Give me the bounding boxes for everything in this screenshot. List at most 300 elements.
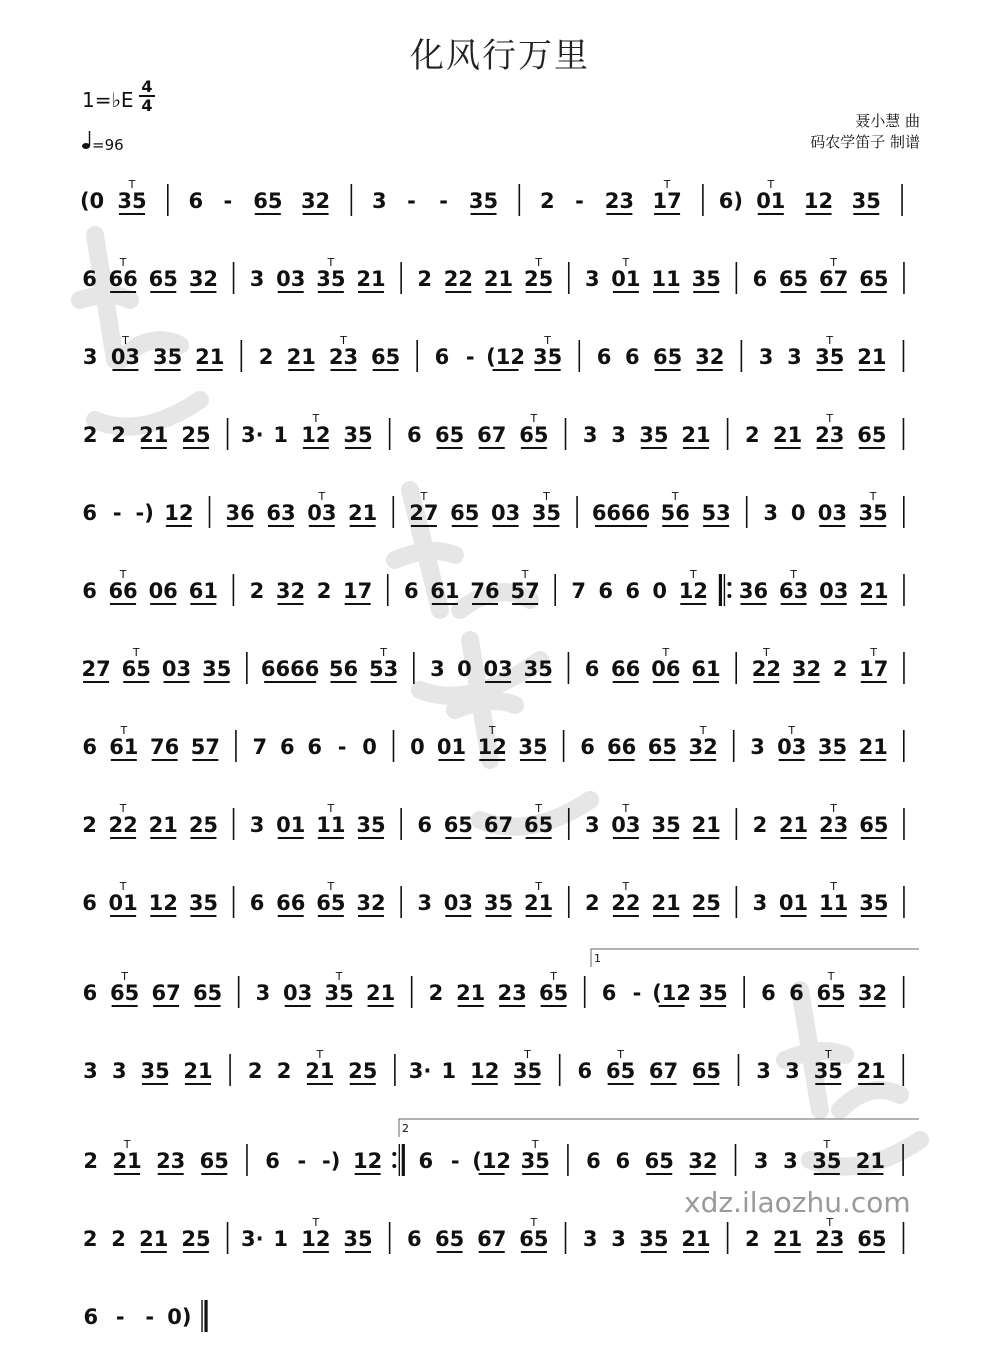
note-group: 35 [698,981,728,1005]
note-group: 03 [817,501,847,525]
note-group: 67 [477,1227,507,1251]
note-group: 2 [82,813,97,837]
ornament-mark: T [335,972,343,983]
note-group: 35 [531,501,562,525]
note-group: 2 [82,423,98,447]
note-group: 66 [611,657,641,681]
credits [810,111,920,153]
note-group: 6 [418,1149,434,1173]
note-group: 35 [815,345,845,369]
note-group: 01 [611,267,641,291]
note-group: 6 [82,981,98,1005]
note-group: - [632,981,642,1005]
note-group: 01 [276,813,306,837]
note-group: 32 [300,189,331,213]
note-group: 32 [188,267,219,291]
note-group: 21 [365,981,396,1005]
note-group: (12 [472,1149,512,1173]
note-group: 01 [108,891,138,915]
note-group: 35 [324,981,354,1005]
note-group: 65 [644,1149,674,1173]
watermark-url: xdz.ilaozhu.com [684,1186,911,1219]
note-group: 61 [691,657,721,681]
note-group: 12 [148,891,178,915]
note-group: - [297,1149,307,1173]
note-group: 35 [316,267,346,291]
ornament-mark: T [312,1218,320,1229]
time-signature-top: 4 [141,77,153,96]
note-group: 3 [582,423,598,447]
note-group: 0) [167,1305,192,1329]
note-group: 6 [82,735,98,759]
note-group: 22 [751,657,781,681]
score-line-8 [76,726,924,766]
ornament-mark: T [524,1050,531,1061]
score-line-12 [76,1050,924,1090]
ornament-mark: T [622,804,630,815]
note-group: 6 [580,735,595,759]
note-group: 57 [190,735,220,759]
note-group: 2 [540,189,555,213]
note-group: 76 [470,579,500,603]
repeat-dot [392,1152,396,1156]
note-group: 2 [832,657,848,681]
note-group: 21 [855,1149,886,1173]
note-group: 65 [121,657,151,681]
note-group: 3 [785,1059,800,1083]
ornament-mark: T [119,882,127,893]
note-group: 3 [787,345,802,369]
ornament-mark: T [535,804,543,815]
ornament-mark: T [788,726,796,737]
note-group: (12 [486,345,525,369]
note-group: 53 [701,501,731,525]
note-group: 01 [436,735,467,759]
note-group: 22 [611,891,641,915]
note-group: 25 [691,891,721,915]
note-group: 67 [483,813,514,837]
note-group: 57 [510,579,540,603]
note-group: -) [135,501,154,525]
ornament-mark: T [318,492,326,503]
note-group: 25 [348,1059,378,1083]
note-group: - [575,189,584,213]
note-group: 21 [139,1227,169,1251]
ornament-mark: T [870,648,878,659]
volta-line [399,1119,919,1137]
note-group: 25 [181,1227,211,1251]
ornament-mark: T [663,180,671,191]
note-group: - [223,189,233,213]
note-group: 65 [647,735,677,759]
note-group: 0 [652,579,668,603]
ornament-mark: T [826,414,834,425]
note-group: 21 [772,1227,803,1251]
note-group: 65 [816,981,846,1005]
note-group: 65 [653,345,683,369]
note-group: 2 [247,1059,263,1083]
note-group: 21 [305,1059,335,1083]
note-group: 3 [611,1227,626,1251]
note-group: 35 [523,657,553,681]
note-group: 32 [275,579,306,603]
note-group: 17 [343,579,373,603]
note-group: 6 [417,813,433,837]
note-group: 61 [430,579,460,603]
note-group: 6 [188,189,204,213]
ornament-mark: T [119,570,127,581]
note-group: 12 [678,579,708,603]
note-group: 6 [249,891,265,915]
note-group: 65 [691,1059,721,1083]
composer: 聂小慧 曲 [855,112,920,130]
note-group: 6 [82,891,97,915]
repeat-dot [727,594,731,598]
ornament-mark: T [420,492,428,503]
note-group: 0 [410,735,425,759]
note-group: 35 [817,735,848,759]
note-group: 21 [681,423,711,447]
note-group: 01 [756,189,786,213]
note-group: 17 [652,189,682,213]
note-group: 3· [240,423,264,447]
note-group: 65 [443,813,473,837]
note-group: 6 [279,735,295,759]
note-group: 6 [83,1305,99,1329]
note-group: 6 [625,579,641,603]
note-group: 3 [417,891,433,915]
note-group: 03 [307,501,337,525]
note-group: 23 [156,1149,186,1173]
note-group: 3 [756,1059,771,1083]
note-group: 01 [778,891,809,915]
ornament-mark: T [535,258,543,269]
note-group: 3 [582,1227,598,1251]
note-group: 6 [434,345,450,369]
note-group: - [439,189,448,213]
note-group: 35 [202,657,232,681]
note-group: 3 [783,1149,798,1173]
note-group: 21 [183,1059,213,1083]
note-group: 35 [651,813,681,837]
note-group: 1 [441,1059,457,1083]
ornament-mark: T [662,648,670,659]
note-group: 35 [858,501,888,525]
note-group: 6 [82,267,97,291]
note-group: - [112,501,122,525]
note-group: 1 [273,423,288,447]
note-group: 35 [520,1149,550,1173]
note-group: 27 [81,657,111,681]
note-group: 6666 [591,501,651,525]
ornament-mark: T [132,648,140,659]
score-title: 化风行万里 [410,36,590,76]
note-group: 21 [691,813,721,837]
note-group: 6 [789,981,804,1005]
note-group: 3 [752,891,768,915]
note-group: 32 [356,891,386,915]
note-group: 7 [252,735,268,759]
note-group: 2 [258,345,274,369]
ornament-mark: T [119,258,127,269]
note-group: 35 [639,423,669,447]
note-group: 6666 [260,657,320,681]
ornament-mark: T [830,882,838,893]
score-line-4 [76,414,924,454]
note-group: 2 [417,267,433,291]
note-group: 23 [819,813,849,837]
ornament-mark: T [380,648,388,659]
note-group: 3 [82,345,98,369]
note-group: 65 [192,981,223,1005]
note-group: 27 [409,501,439,525]
note-group: 3 [758,345,774,369]
note-group: 23 [328,345,359,369]
note-group: 6 [761,981,776,1005]
volta-line [591,949,919,967]
note-group: 35 [117,189,147,213]
note-group: 63 [779,579,809,603]
ornament-mark: T [543,492,550,503]
note-group: 2 [745,423,760,447]
note-group: 2 [111,1227,126,1251]
note-group: 35 [518,735,548,759]
note-group: 56 [660,501,690,525]
note-group: 6 [407,423,422,447]
note-group: 6 [265,1149,280,1173]
note-group: 76 [149,735,180,759]
note-group: 12 [164,501,194,525]
note-group: 11 [651,267,681,291]
transcriber: 码农学笛子 制谱 [810,133,920,151]
key-signature: 1=♭E [82,88,134,112]
note-group: 3· [240,1227,264,1251]
note-group: 6) [718,189,743,213]
ornament-mark: T [128,180,136,191]
note-group: 32 [857,981,888,1005]
note-group: 35 [140,1059,170,1083]
ornament-mark: T [327,258,335,269]
note-group: 21 [651,891,681,915]
note-group: 03 [276,267,306,291]
note-group: 6 [577,1059,593,1083]
note-group: 35 [851,189,881,213]
ornament-mark: T [622,882,630,893]
note-group: 65 [316,891,346,915]
note-group: 03 [611,813,641,837]
note-group: 65 [859,813,889,837]
note-group: - [465,345,475,369]
note-group: 66 [276,891,306,915]
note-group: 6 [403,579,419,603]
note-group: 21 [858,735,888,759]
note-group: 3 [763,501,778,525]
tempo-marking [82,130,124,154]
note-group: 6 [586,1149,601,1173]
note-group: 6 [596,345,612,369]
note-group: 56 [328,657,359,681]
note-group: 35 [152,345,183,369]
score-line-9 [76,804,924,844]
note-group: 11 [819,891,849,915]
note-group: 12 [803,189,834,213]
note-group: 67 [819,267,849,291]
volta-2 [398,1118,1000,1158]
ornament-mark: T [123,1140,131,1151]
note-group: 36 [738,579,769,603]
note-group: 6 [598,579,614,603]
note-group: 12 [353,1149,383,1173]
note-group: 35 [813,1059,843,1083]
note-group: 3 [585,813,600,837]
ornament-mark: T [119,804,127,815]
note-group: 6 [407,1227,422,1251]
note-group: 2 [428,981,444,1005]
repeat-dot [727,582,731,586]
note-group: 3 [585,267,600,291]
note-group: - [115,1305,125,1329]
note-group: 65 [199,1149,229,1173]
ornament-mark: T [824,1050,832,1061]
note-group: 65 [857,423,887,447]
note-group: 65 [110,981,140,1005]
note-group: 0 [457,657,472,681]
note-group: 65 [434,423,465,447]
note-group: 35 [343,423,373,447]
note-group: 21 [139,423,169,447]
note-group: 12 [301,1227,331,1251]
note-group: 65 [450,501,480,525]
note-group: 03 [283,981,313,1005]
score-line-14 [76,1218,924,1258]
note-group: 2 [745,1227,760,1251]
note-group: 65 [606,1059,636,1083]
note-group: 3 [249,267,265,291]
ornament-mark: T [312,414,320,425]
tempo-value: =96 [92,136,124,154]
ornament-mark: T [767,180,775,191]
ornament-mark: T [488,726,496,737]
note-group: 03 [443,891,473,915]
note-group: 6 [625,345,640,369]
note-group: 21 [772,423,803,447]
ornament-mark: T [826,336,834,347]
score-line-7 [76,648,924,688]
ornament-mark: T [622,258,630,269]
note-group: 22 [443,267,473,291]
note-group: 21 [483,267,514,291]
note-group: 35 [812,1149,842,1173]
note-group: (0 [79,189,105,213]
note-group: 65 [859,267,889,291]
note-group: 35 [691,267,721,291]
score-line-2 [76,258,924,298]
note-group: 23 [815,423,845,447]
note-group: 22 [108,813,138,837]
note-group: 0 [362,735,377,759]
note-group: 21 [348,501,378,525]
note-group: 23 [497,981,527,1005]
note-group: 3· [408,1059,432,1083]
note-group: -) [322,1149,341,1173]
ornament-mark: T [699,726,707,737]
score-line-5 [76,492,924,532]
note-group: 65 [148,267,178,291]
note-group: 35 [512,1059,543,1083]
note-group: 6 [584,657,600,681]
note-group: 21 [148,813,178,837]
ornament-mark: T [530,1218,538,1229]
ornament-mark: T [617,1050,625,1061]
score-line-10 [76,882,924,922]
note-group: 32 [688,1149,718,1173]
note-group: 3 [372,189,387,213]
ornament-mark: T [671,492,679,503]
note-group: 2 [276,1059,292,1083]
note-group: 21 [859,579,889,603]
note-group: 03 [777,735,807,759]
note-group: 21 [857,345,887,369]
note-group: 03 [483,657,513,681]
note-group: 21 [524,891,554,915]
note-group: 61 [188,579,218,603]
note-group: 23 [815,1227,845,1251]
note-group: 1 [273,1227,288,1251]
note-group: 3 [611,423,626,447]
note-group: 66 [108,267,138,291]
note-group: - [337,735,347,759]
note-group: 6 [82,501,98,525]
ornament-mark: T [121,972,129,983]
note-group: 06 [148,579,178,603]
note-group: 3 [83,1059,98,1083]
note-group: 03 [161,657,192,681]
note-group: 25 [188,813,219,837]
note-group: 65 [253,189,283,213]
note-group: 35 [343,1227,373,1251]
note-group: 65 [370,345,401,369]
note-group: 6 [752,267,768,291]
note-group: 17 [859,657,889,681]
note-group: 65 [524,813,554,837]
time-signature-bottom: 4 [141,96,153,115]
note-group: 67 [648,1059,679,1083]
volta-1 [590,948,1000,988]
note-group: 63 [266,501,296,525]
ornament-mark: T [689,570,697,581]
ornament-mark: T [830,258,838,269]
note-group: 3 [255,981,271,1005]
note-group: 35 [188,891,219,915]
note-group: 66 [606,735,637,759]
note-group: 21 [856,1059,886,1083]
ornament-mark: T [544,336,552,347]
note-group: 6 [615,1149,631,1173]
note-group: 32 [695,345,725,369]
score-line-1 [76,180,924,220]
ornament-mark: T [823,1140,831,1151]
note-group: 3 [750,735,765,759]
ornament-mark: T [521,570,529,581]
note-group: 3 [111,1059,127,1083]
ornament-mark: T [762,648,770,659]
ornament-mark: T [790,570,797,581]
note-group: 3 [430,657,445,681]
note-group: 12 [301,423,331,447]
note-group: (12 [652,981,692,1005]
note-group: 03 [490,501,521,525]
note-group: 65 [434,1227,465,1251]
